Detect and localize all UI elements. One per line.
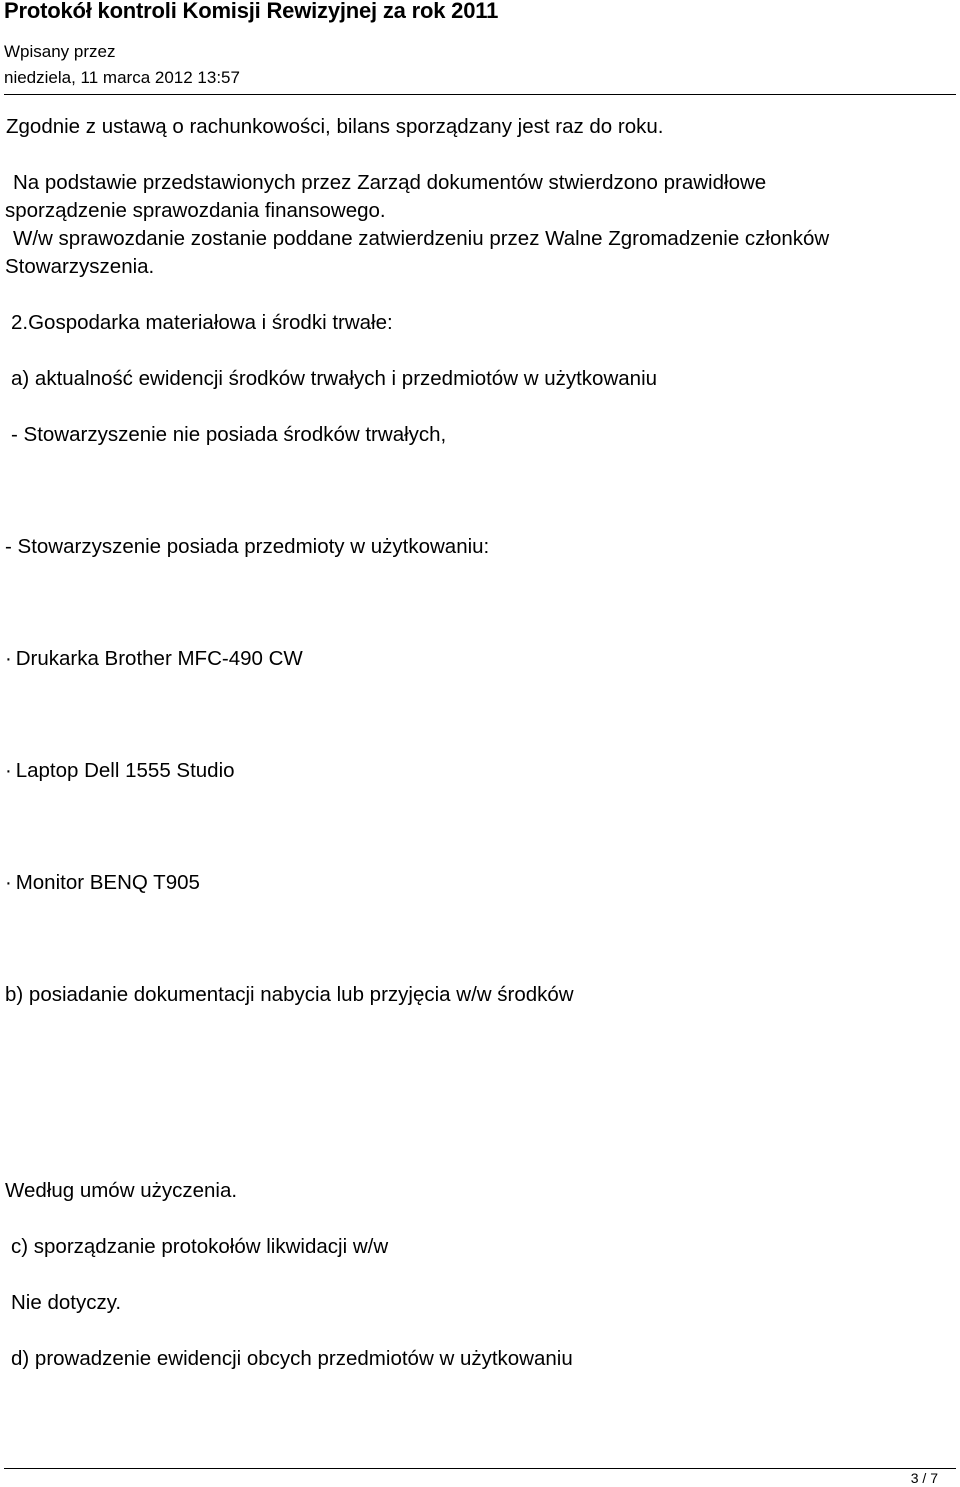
list-item-text: Monitor BENQ T905 <box>15 871 200 894</box>
page-number: 3 / 7 <box>910 1470 938 1486</box>
list-item-c: c) sporządzanie protokołów likwidacji w/w <box>11 1235 389 1258</box>
document-header <box>0 0 960 97</box>
not-applicable-text: Nie dotyczy. <box>11 1291 122 1314</box>
footer-divider <box>4 1468 956 1469</box>
list-item <box>5 645 303 673</box>
author-label: Wpisany przez <box>4 42 116 61</box>
bullet-icon: · <box>5 647 12 670</box>
paragraph-approval-line-2: Stowarzyszenia. <box>5 255 155 278</box>
document-title: Protokół kontroli Komisji Rewizyjnej za rok 2011 <box>4 0 499 23</box>
list-item-d: d) prowadzenie ewidencji obcych przedmiotów w użytkowaniu <box>11 1347 573 1370</box>
loan-agreements-text: Według umów użyczenia. <box>5 1179 238 1202</box>
bullet-icon: · <box>5 871 12 894</box>
paragraph-balance-sheet: Zgodnie z ustawą o rachunkowości, bilans sporządzany jest raz do roku. <box>6 115 664 138</box>
paragraph-approval-line-1: W/w sprawozdanie zostanie poddane zatwierdzeniu przez Walne Zgromadzenie członków <box>13 227 830 250</box>
bullet-icon: · <box>5 759 12 782</box>
list-item-text: Drukarka Brother MFC-490 CW <box>15 647 303 670</box>
list-item <box>5 869 200 897</box>
list-item-text: Laptop Dell 1555 Studio <box>15 759 235 782</box>
publish-date: niedziela, 11 marca 2012 13:57 <box>4 68 240 87</box>
list-item <box>5 757 235 785</box>
no-fixed-assets-text: - Stowarzyszenie nie posiada środków trwałych, <box>11 423 447 446</box>
items-in-use-text: - Stowarzyszenie posiada przedmioty w użytkowaniu: <box>5 535 490 558</box>
list-item-b: b) posiadanie dokumentacji nabycia lub przyjęcia w/w środków <box>5 983 574 1006</box>
paragraph-verification-line-2: sporządzenie sprawozdania finansowego. <box>5 199 386 222</box>
section-heading: 2.Gospodarka materiałowa i środki trwałe: <box>11 311 393 334</box>
list-item-a: a) aktualność ewidencji środków trwałych i przedmiotów w użytkowaniu <box>11 367 658 390</box>
paragraph-verification-line-1: Na podstawie przedstawionych przez Zarząd dokumentów stwierdzono prawidłowe <box>13 171 767 194</box>
header-divider <box>4 94 956 95</box>
